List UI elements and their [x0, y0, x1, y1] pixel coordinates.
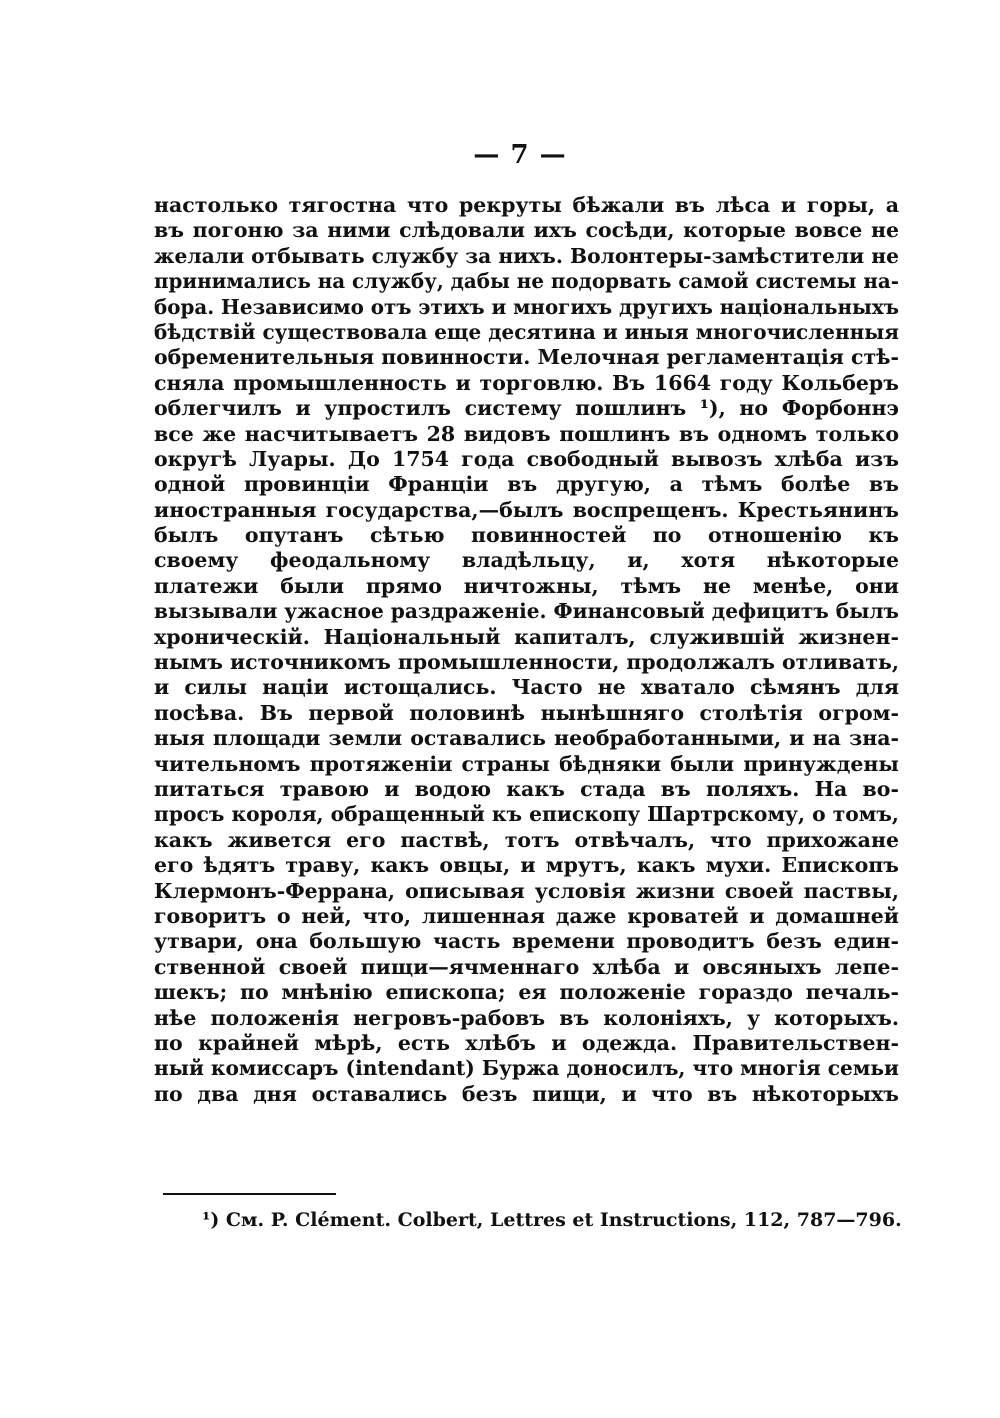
text-line: ныя площади земли оставались необработанными, и на зна-: [154, 726, 899, 751]
text-line: бора. Независимо отъ этихъ и многихъ другихъ національныхъ: [154, 294, 899, 319]
text-line: обременительныя повинности. Мелочная регламентація стѣ-: [154, 345, 899, 370]
body-text: [154, 193, 899, 1107]
text-line: все же насчитываетъ 28 видовъ пошлинъ въ одномъ только: [154, 421, 899, 446]
text-line: въ погоню за ними слѣдовали ихъ сосѣди, которые вовсе не: [154, 218, 899, 243]
text-line: своему феодальному владѣльцу, и, хотя нѣкоторые: [154, 548, 899, 573]
text-line: хроническій. Національный капиталъ, служившій жизнен-: [154, 624, 899, 649]
text-line: платежи были прямо ничтожны, тѣмъ не менѣе, они: [154, 573, 899, 598]
text-line: какъ живется его паствѣ, тотъ отвѣчалъ, что прихожане: [154, 827, 899, 852]
text-line: Клермонъ-Феррана, описывая условія жизни своей паствы,: [154, 878, 899, 903]
text-line: чительномъ протяженіи страны бѣдняки были принуждены: [154, 751, 899, 776]
text-line: настолько тягостна что рекруты бѣжали въ лѣса и горы, а: [154, 193, 899, 217]
text-line: иностранныя государства,—былъ воспрещенъ. Крестьянинъ: [154, 497, 899, 522]
text-line: бѣдствій существовала еще десятина и иныя многочисленныя: [154, 319, 899, 344]
text-line: утвари, она большую часть времени проводитъ безъ един-: [154, 929, 899, 954]
text-line: говоритъ о ней, что, лишенная даже кроватей и домашней: [154, 903, 899, 928]
footnote-divider: [163, 1193, 336, 1195]
text-line: по два дня оставались безъ пищи, и что въ нѣкоторыхъ: [154, 1081, 899, 1106]
text-line: питаться травою и водою какъ стада въ поляхъ. На во-: [154, 776, 899, 801]
text-line: нѣе положенія негровъ-рабовъ въ колоніяхъ, у которыхъ.: [154, 1005, 899, 1030]
text-line: ственной своей пищи—ячменнаго хлѣба и овсяныхъ лепе-: [154, 954, 899, 979]
text-line: и силы націи истощались. Часто не хватало сѣмянъ для: [154, 675, 899, 700]
text-line: его ѣдятъ траву, какъ овцы, и мрутъ, какъ мухи. Епископъ: [154, 853, 899, 878]
text-line: просъ короля, обращенный къ епископу Шартрскому, о томъ,: [154, 802, 899, 827]
text-line: по крайней мѣрѣ, есть хлѣбъ и одежда. Правительствен-: [154, 1030, 899, 1055]
text-line: посѣва. Въ первой половинѣ нынѣшняго столѣтія огром-: [154, 700, 899, 725]
text-line: шекъ; по мнѣнію епископа; ея положеніе гораздо печаль-: [154, 980, 899, 1005]
text-line: сняла промышленность и торговлю. Въ 1664 году Кольберъ: [154, 370, 899, 395]
text-line: облегчилъ и упростилъ систему пошлинъ ¹), но Форбоннэ: [154, 396, 899, 421]
text-line: вызывали ужасное раздраженіе. Финансовый дефицитъ былъ: [154, 599, 899, 624]
text-line: округѣ Луары. До 1754 года свободный вывозъ хлѣба изъ: [154, 446, 899, 471]
text-line: принимались на службу, дабы не подорвать самой системы на-: [154, 269, 899, 294]
text-line: ный комиссаръ (intendant) Буржа доносилъ, что многія семьи: [154, 1056, 899, 1081]
text-line: нымъ источникомъ промышленности, продолжалъ отливать,: [154, 650, 899, 675]
text-line: желали отбывать службу за нихъ. Волонтеры-замѣстители не: [154, 243, 899, 268]
text-line: одной провинціи Франціи въ другую, а тѣмъ болѣе въ: [154, 472, 899, 497]
page-number: — 7 —: [473, 140, 567, 170]
footnote: ¹) См. P. Clément. Colbert, Lettres et Instructions, 112, 787—796.: [202, 1209, 902, 1231]
text-line: былъ опутанъ сѣтью повинностей по отношенію къ: [154, 523, 899, 548]
